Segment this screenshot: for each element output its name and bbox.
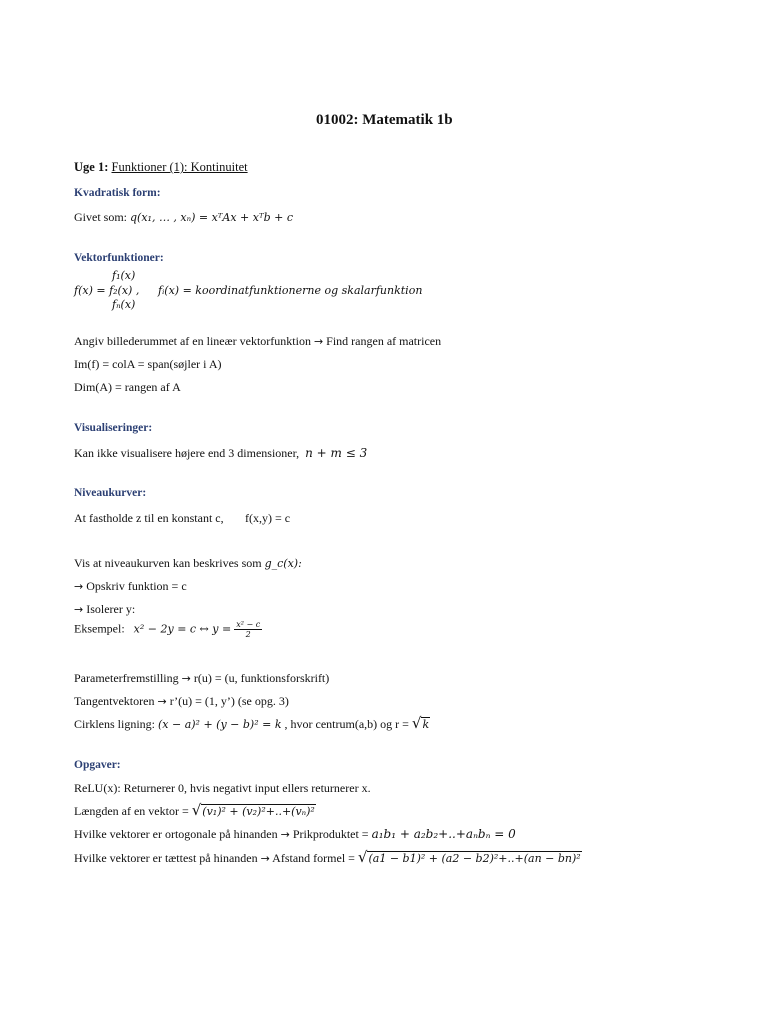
param-text: Parameterfremstilling bbox=[74, 671, 179, 685]
exercises-heading: Opgaver: bbox=[74, 759, 121, 771]
visualizations-text: Kan ikke visualisere højere end 3 dimensioner, bbox=[74, 446, 300, 460]
circle-label: Cirklens ligning: bbox=[74, 717, 155, 731]
vectorfunctions-heading: Vektorfunktioner: bbox=[74, 252, 164, 264]
example-label: Eksempel: bbox=[74, 621, 125, 636]
levelcurve-describe-formula: g_c(x): bbox=[264, 557, 302, 570]
closest-after: Afstand formel = bbox=[272, 851, 355, 865]
week-heading bbox=[74, 160, 248, 175]
param-result: r(u) = (u, funktionsforskrift) bbox=[193, 671, 330, 685]
orthogonal-line bbox=[74, 827, 516, 842]
example-line bbox=[74, 620, 262, 639]
example-fraction bbox=[234, 620, 262, 639]
week-topic: Funktioner (1): Kontinuitet bbox=[111, 160, 248, 174]
closest-label: Hvilke vektorer er tættest på hinanden bbox=[74, 851, 258, 865]
example-formula: x² − 2y = c ↔ y = bbox=[133, 622, 232, 636]
arrow-right-icon: → bbox=[181, 672, 191, 685]
step-isolate-y bbox=[74, 602, 135, 617]
fix-z-text: At fastholde z til en konstant c, bbox=[74, 511, 224, 525]
example-fraction-denominator: 2 bbox=[245, 630, 251, 639]
image-space-text: Angiv billederummet af en lineær vektorfunktion bbox=[74, 334, 311, 348]
length-line bbox=[74, 801, 316, 819]
im-f-line: Im(f) = colA = span(søjler i A) bbox=[74, 357, 222, 371]
week-prefix: Uge 1: bbox=[74, 160, 109, 174]
orthogonal-label: Hvilke vektorer er ortogonale på hinanden bbox=[74, 827, 278, 841]
circle-after: , hvor centrum(a,b) og r = bbox=[284, 717, 409, 731]
circle-line bbox=[74, 714, 430, 732]
fix-z-formula: f(x,y) = c bbox=[245, 511, 291, 525]
tangent-text: Tangentvektoren bbox=[74, 694, 155, 708]
page-title: 01002: Matematik 1b bbox=[316, 112, 453, 128]
quadratic-label: Givet som: bbox=[74, 210, 127, 224]
visualizations-formula: n + m ≤ 3 bbox=[305, 446, 368, 460]
step-write-function bbox=[74, 579, 187, 594]
image-space-result: Find rangen af matricen bbox=[326, 334, 442, 348]
tangent-line bbox=[74, 694, 289, 709]
sqrt-icon: √ bbox=[411, 714, 422, 732]
levelcurves-heading: Niveaukurver: bbox=[74, 487, 147, 499]
length-formula: (v₁)² + (v₂)²+..+(vₙ)² bbox=[202, 805, 315, 818]
quadratic-heading: Kvadratisk form: bbox=[74, 187, 161, 199]
arrow-right-icon: → bbox=[74, 603, 84, 616]
sqrt-icon: √ bbox=[357, 848, 368, 866]
levelcurve-describe-line bbox=[74, 556, 302, 571]
arrow-right-icon: → bbox=[260, 852, 270, 865]
closest-line bbox=[74, 848, 582, 866]
orthogonal-after: Prikproduktet = bbox=[292, 827, 369, 841]
vector-function-description: fᵢ(x) = koordinatfunktionerne og skalarfunktion bbox=[158, 284, 423, 297]
step-write-function-text: Opskriv funktion = c bbox=[86, 579, 187, 593]
length-label: Længden af en vektor = bbox=[74, 804, 189, 818]
arrow-right-icon: → bbox=[280, 828, 290, 841]
vector-component-fn: fₙ(x) bbox=[112, 298, 136, 311]
image-space-line bbox=[74, 334, 441, 349]
param-line bbox=[74, 671, 329, 686]
distance-formula: (a1 − b1)² + (a2 − b2)²+..+(an − bn)² bbox=[368, 852, 581, 865]
vector-component-f1: f₁(x) bbox=[112, 269, 136, 282]
dim-line: Dim(A) = rangen af A bbox=[74, 380, 181, 394]
tangent-result: r’(u) = (1, y’) (se opg. 3) bbox=[169, 694, 289, 708]
dot-product-formula: a₁b₁ + a₂b₂+..+aₙbₙ = 0 bbox=[371, 827, 516, 841]
vector-function-lhs: f(x) = f₂(x) , bbox=[74, 284, 140, 297]
visualizations-line bbox=[74, 446, 367, 461]
arrow-right-icon: → bbox=[157, 695, 167, 708]
sqrt-icon: √ bbox=[191, 801, 202, 819]
arrow-right-icon: → bbox=[313, 335, 324, 348]
quadratic-formula: q(x₁, … , xₙ) = xᵀAx + xᵀb + c bbox=[130, 211, 294, 224]
example-fraction-numerator: x² − c bbox=[236, 620, 261, 629]
step-isolate-y-text: Isolerer y: bbox=[86, 602, 136, 616]
circle-formula: (x − a)² + (y − b)² = k bbox=[158, 718, 282, 731]
relu-line: ReLU(x): Returnerer 0, hvis negativt input ellers returnerer x. bbox=[74, 781, 371, 795]
fix-z-line bbox=[74, 511, 224, 526]
levelcurve-describe-text: Vis at niveaukurven kan beskrives som bbox=[74, 556, 262, 570]
arrow-right-icon: → bbox=[74, 580, 84, 593]
circle-radius: k bbox=[422, 718, 430, 731]
quadratic-line bbox=[74, 210, 293, 225]
visualizations-heading: Visualiseringer: bbox=[74, 422, 153, 434]
